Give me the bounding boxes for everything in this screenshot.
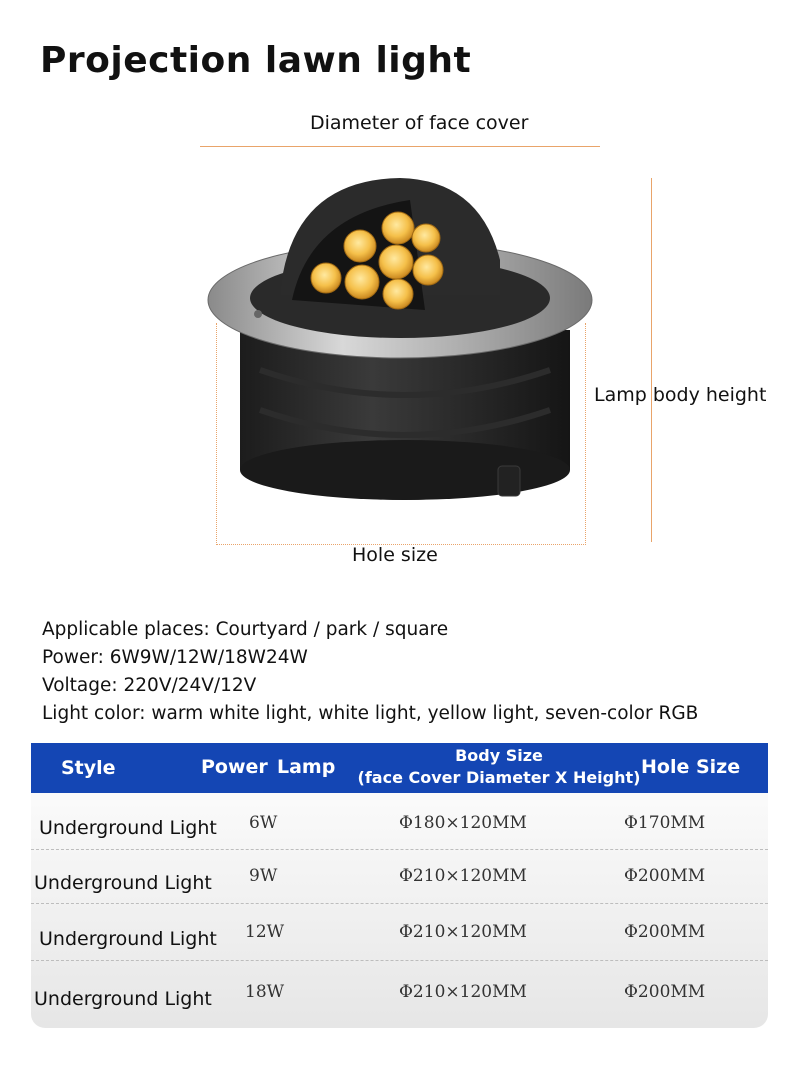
row-style: Underground Light	[39, 817, 217, 839]
row-hole-size: Φ200MM	[624, 866, 706, 886]
row-body-size: Φ180×120MM	[399, 813, 527, 833]
spec-light-color: Light color: warm white light, white light, yellow light, seven-color RGB	[42, 703, 699, 724]
header-lamp: Lamp	[277, 756, 336, 778]
row-style: Underground Light	[34, 988, 212, 1010]
face-cover-diameter-line	[200, 146, 600, 147]
header-hole-size: Hole Size	[641, 756, 741, 778]
header-body-size-detail: (face Cover Diameter X Height)	[357, 768, 641, 787]
page-title: Projection lawn light	[40, 40, 472, 81]
lawn-light-product-image	[200, 170, 610, 530]
row-hole-size: Φ170MM	[624, 813, 706, 833]
row-hole-size: Φ200MM	[624, 922, 706, 942]
spec-power: Power: 6W9W/12W/18W24W	[42, 647, 308, 668]
spec-list	[42, 616, 698, 728]
row-power: 6W	[249, 813, 278, 833]
body-height-label: Lamp body height	[594, 384, 767, 406]
hole-size-label: Hole size	[352, 544, 438, 566]
table-row	[31, 847, 768, 904]
row-power: 12W	[245, 922, 285, 942]
row-hole-size: Φ200MM	[624, 982, 706, 1002]
face-cover-diameter-label: Diameter of face cover	[310, 112, 529, 134]
header-power: Power	[201, 756, 268, 778]
header-style: Style	[61, 757, 116, 779]
table-row	[31, 904, 768, 961]
spec-places: Applicable places: Courtyard / park / square	[42, 619, 449, 640]
row-style: Underground Light	[39, 928, 217, 950]
row-body-size: Φ210×120MM	[399, 866, 527, 886]
spec-voltage: Voltage: 220V/24V/12V	[42, 675, 257, 696]
spec-table	[31, 743, 768, 1028]
table-header	[31, 743, 768, 793]
row-power: 9W	[249, 866, 278, 886]
table-row	[31, 961, 768, 1018]
row-style: Underground Light	[34, 872, 212, 894]
row-body-size: Φ210×120MM	[399, 922, 527, 942]
header-body-size: Body Size	[455, 746, 543, 765]
table-row	[31, 793, 768, 850]
row-body-size: Φ210×120MM	[399, 982, 527, 1002]
row-power: 18W	[245, 982, 285, 1002]
body-height-line	[651, 178, 652, 542]
